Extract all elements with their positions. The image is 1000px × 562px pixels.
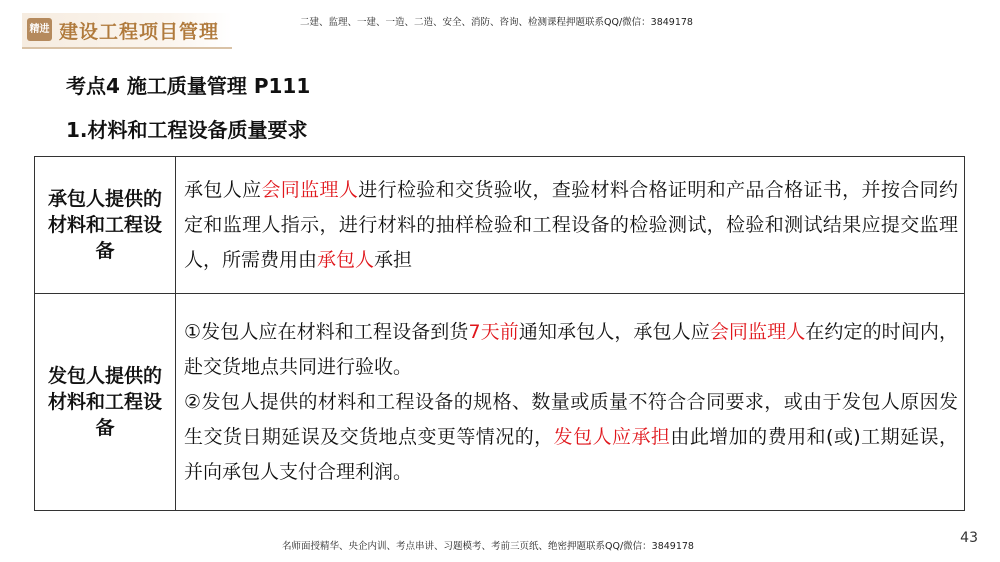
table-row — [35, 157, 965, 294]
bottom-contact-text: 名师面授精华、央企内训、考点串讲、习题模考、考前三页纸、绝密押题联系QQ/微信：3849178 — [282, 541, 694, 552]
text-segment: 承包人应 — [184, 178, 262, 201]
course-title: 建设工程项目管理 — [59, 21, 220, 43]
requirements-table — [34, 156, 965, 511]
section-heading: 考点4 施工质量管理 P111 — [66, 74, 311, 98]
top-contact-text: 二建、监理、一建、一造、二造、安全、消防、咨询、检测课程押题联系QQ/微信：3849178 — [300, 17, 693, 28]
text-segment: 在约定的时间内，赴交货地点共同进行验收。 — [184, 320, 958, 378]
brand-logo: 精进 — [27, 18, 52, 41]
table-row — [35, 294, 965, 511]
highlight-text: 会同监理人 — [261, 178, 359, 201]
content-cell-contractor — [176, 157, 965, 294]
paragraph-1 — [184, 315, 958, 385]
text-segment: 承担 — [374, 248, 413, 271]
text-segment: 通知承包人，承包人应 — [518, 320, 710, 343]
role-cell-contractor: 承包人提供的材料和工程设备 — [35, 157, 176, 294]
course-header — [22, 13, 232, 49]
highlight-text: 发包人应承担 — [553, 425, 671, 448]
highlight-text: 会同监理人 — [709, 320, 806, 343]
paragraph-2 — [184, 385, 958, 490]
text-segment: 进行检验和交货验收，查验材料合格证明和产品合格证书，并按合同约定和监理人指示，进行材料的抽样检验和工程设备的检验测试，检验和测试结果应提交监理人，所需费用由 — [184, 178, 958, 271]
role-cell-employer: 发包人提供的材料和工程设备 — [35, 294, 176, 511]
highlight-text: 7天前 — [468, 320, 519, 343]
sub-heading: 1.材料和工程设备质量要求 — [66, 118, 308, 142]
page-number: 43 — [960, 530, 978, 546]
text-segment: ②发包人提供的材料和工程设备的规格、数量或质量不符合合同要求，或由于发包人原因发生交货日期延误及交货地点变更等情况的， — [184, 390, 958, 448]
content-cell-employer — [176, 294, 965, 511]
highlight-text: 承包人 — [317, 248, 375, 271]
text-segment: ①发包人应在材料和工程设备到货 — [184, 320, 469, 343]
text-segment: 由此增加的费用和(或)工期延误，并向承包人支付合理利润。 — [184, 425, 958, 483]
